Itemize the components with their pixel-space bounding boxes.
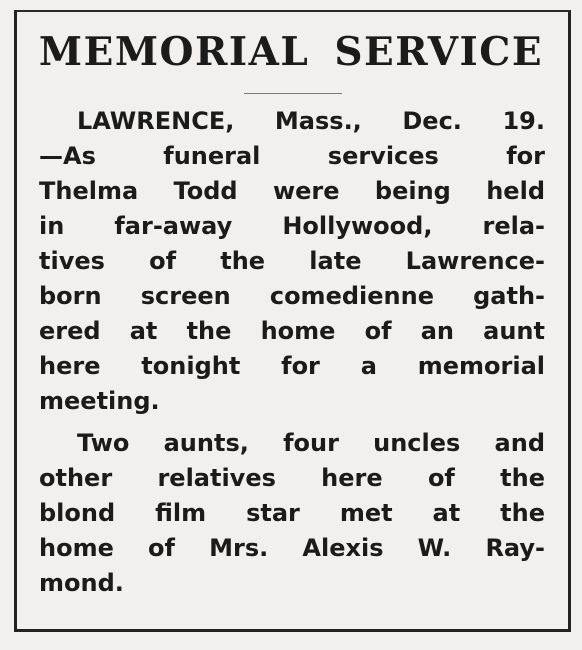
article-line: blond film star met at the: [39, 499, 545, 527]
article-line: in far-away Hollywood, rela-: [39, 212, 545, 240]
article-line: other relatives here of the: [39, 464, 545, 492]
article-line: ered at the home of an aunt: [39, 317, 545, 345]
article-line: born screen comedienne gath-: [39, 282, 545, 310]
article-headline: MEMORIAL SERVICE: [38, 29, 544, 75]
article-line: meeting.: [39, 387, 160, 415]
article-line: here tonight for a memorial: [39, 352, 545, 380]
article-line: —As funeral services for: [39, 142, 545, 170]
article-line: Thelma Todd were being held: [39, 177, 545, 205]
article-line: Two aunts, four uncles and: [77, 429, 545, 457]
headline-divider: [244, 93, 342, 94]
article-line: mond.: [39, 569, 124, 597]
article-line: tives of the late Lawrence-: [39, 247, 545, 275]
article-line: LAWRENCE, Mass., Dec. 19.: [77, 107, 545, 135]
article-line: home of Mrs. Alexis W. Ray-: [39, 534, 545, 562]
